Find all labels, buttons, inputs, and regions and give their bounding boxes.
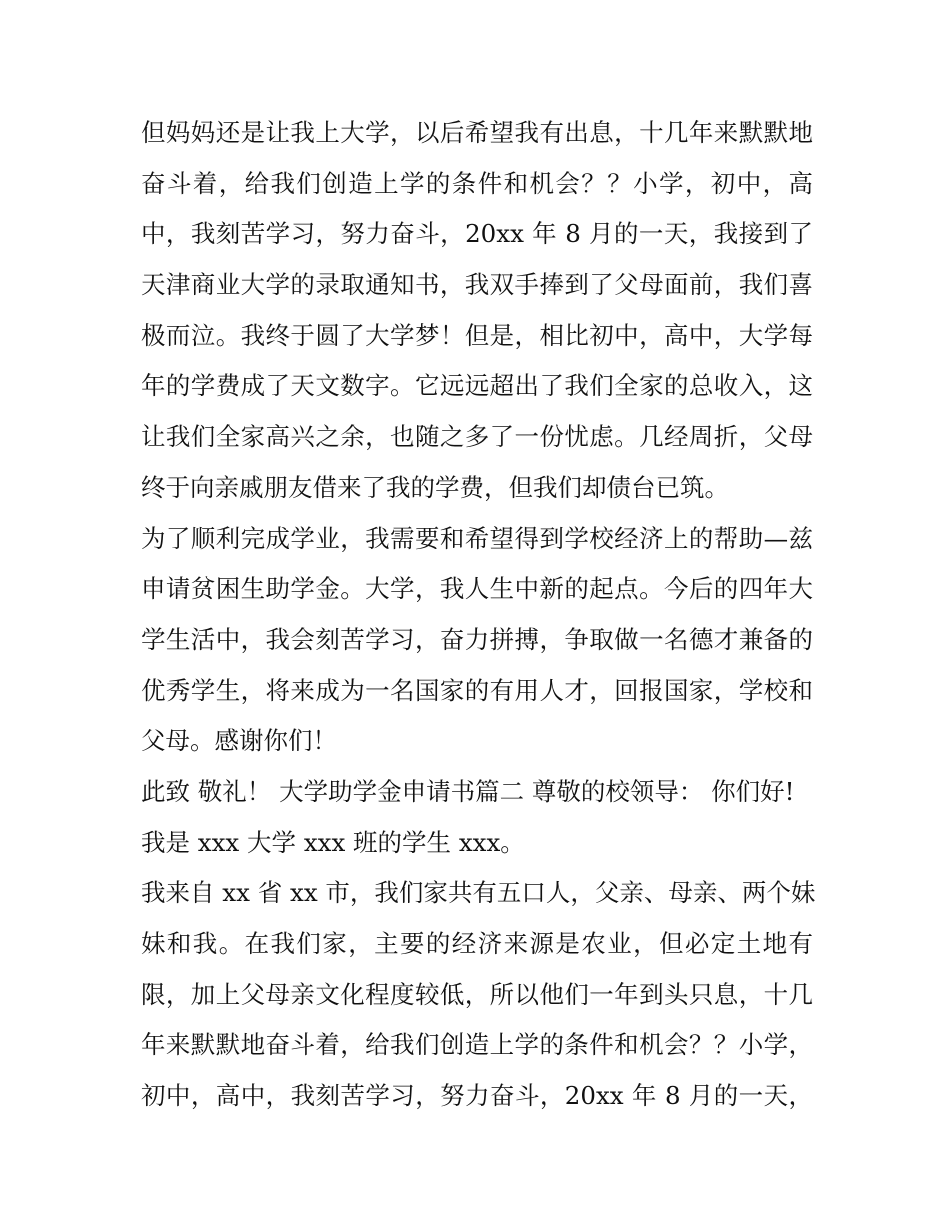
text-line: 让我们全家高兴之余，也随之多了一份忧虑。几经周折，父母 (141, 422, 813, 452)
text-line: 初中，高中，我刻苦学习，努力奋斗，20xx 年 8 月的一天， (141, 1081, 813, 1111)
text-line: 但妈妈还是让我上大学，以后希望我有出息，十几年来默默地 (141, 118, 813, 147)
text-line: 终于向亲戚朋友借来了我的学费，但我们却债台已筑。 (141, 472, 729, 502)
text-line: 我是 xxx 大学 xxx 班的学生 xxx。 (141, 827, 525, 857)
text-line: 妹和我。在我们家，主要的经济来源是农业，但必定土地有 (141, 929, 813, 958)
document-body (141, 108, 816, 1122)
text-line: 年的学费成了天文数字。它远远超出了我们全家的总收入，这 (141, 371, 813, 401)
text-line: 奋斗着，给我们创造上学的条件和机会？？小学，初中，高 (141, 168, 813, 198)
text-line: 天津商业大学的录取通知书，我双手捧到了父母面前，我们喜 (141, 270, 813, 300)
text-line: 极而泣。我终于圆了大学梦！但是，相比初中，高中，大学每 (141, 320, 813, 350)
text-line: 申请贫困生助学金。大学，我人生中新的起点。今后的四年大 (141, 574, 813, 604)
text-line: 此致 敬礼！ 大学助学金申请书篇二 尊敬的校领导： 你们好! (141, 776, 795, 806)
text-line: 学生活中，我会刻苦学习，奋力拼搏，争取做一名德才兼备的 (141, 624, 813, 654)
text-line: 中，我刻苦学习，努力奋斗，20xx 年 8 月的一天，我接到了 (141, 219, 813, 249)
text-line: 年来默默地奋斗着，给我们创造上学的条件和机会？？小学， (141, 1030, 813, 1060)
text-line: 限，加上父母亲文化程度较低，所以他们一年到头只息，十几 (141, 979, 813, 1009)
text-line: 优秀学生，将来成为一名国家的有用人才，回报国家，学校和 (141, 675, 813, 705)
text-line: 我来自 xx 省 xx 市，我们家共有五口人，父亲、母亲、两个妹 (141, 878, 816, 908)
text-line: 为了顺利完成学业，我需要和希望得到学校经济上的帮助—兹 (141, 523, 813, 553)
text-line: 父母。感谢你们！ (141, 726, 337, 756)
